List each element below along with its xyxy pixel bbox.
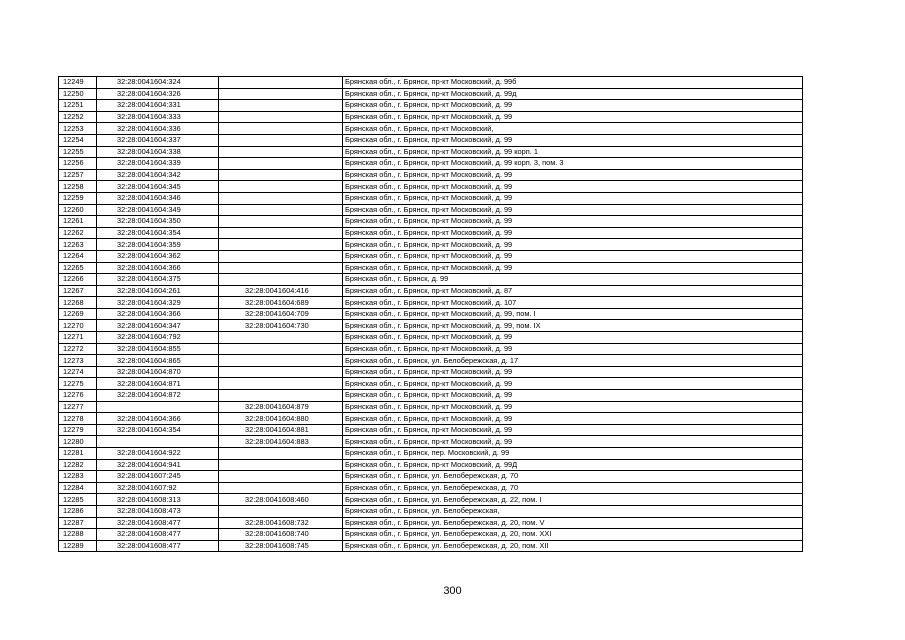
cadastral-number-cell: 32:28:0041604:366 — [97, 308, 219, 320]
address-cell: Брянская обл., г. Брянск, пр-кт Московский, д. 99 корп. 1 — [343, 146, 803, 158]
row-number-cell: 12264 — [59, 250, 97, 262]
related-cadastral-number-cell: 32:28:0041604:881 — [219, 424, 343, 436]
row-number-cell: 12255 — [59, 146, 97, 158]
address-cell: Брянская обл., г. Брянск, пр-кт Московский, д. 99 — [343, 134, 803, 146]
registry-table — [58, 76, 803, 552]
table-row — [59, 378, 803, 390]
table-row — [59, 77, 803, 89]
table-row — [59, 274, 803, 286]
table-row — [59, 88, 803, 100]
table-row — [59, 517, 803, 529]
address-cell: Брянская обл., г. Брянск, ул. Белобережская, д. 20, пом. V — [343, 517, 803, 529]
cadastral-number-cell: 32:28:0041604:261 — [97, 285, 219, 297]
cadastral-number-cell: 32:28:0041608:313 — [97, 494, 219, 506]
address-cell: Брянская обл., г. Брянск, пр-кт Московский, д. 99 корп. 3, пом. 3 — [343, 158, 803, 170]
row-number-cell: 12254 — [59, 134, 97, 146]
related-cadastral-number-cell — [219, 77, 343, 89]
table-row — [59, 239, 803, 251]
related-cadastral-number-cell — [219, 88, 343, 100]
cadastral-number-cell: 32:28:0041608:477 — [97, 517, 219, 529]
cadastral-number-cell: 32:28:0041604:331 — [97, 100, 219, 112]
cadastral-number-cell: 32:28:0041608:477 — [97, 540, 219, 552]
related-cadastral-number-cell — [219, 227, 343, 239]
row-number-cell: 12279 — [59, 424, 97, 436]
table-row — [59, 424, 803, 436]
address-cell: Брянская обл., г. Брянск, пр-кт Московский, д. 99 — [343, 169, 803, 181]
address-cell: Брянская обл., г. Брянск, пр-кт Московский, д. 99, пом. IX — [343, 320, 803, 332]
address-cell: Брянская обл., г. Брянск, ул. Белобережская, д. 17 — [343, 355, 803, 367]
address-cell: Брянская обл., г. Брянск, пр-кт Московский, д. 99 — [343, 192, 803, 204]
table-row — [59, 227, 803, 239]
row-number-cell: 12266 — [59, 274, 97, 286]
related-cadastral-number-cell — [219, 169, 343, 181]
address-cell: Брянская обл., г. Брянск, пр-кт Московский, д. 99 — [343, 250, 803, 262]
row-number-cell: 12251 — [59, 100, 97, 112]
address-cell: Брянская обл., г. Брянск, ул. Белобережская, д. 20, пом. XXI — [343, 529, 803, 541]
table-row — [59, 390, 803, 402]
cadastral-number-cell: 32:28:0041608:477 — [97, 529, 219, 541]
address-cell: Брянская обл., г. Брянск, пр-кт Московский, д. 99 — [343, 366, 803, 378]
address-cell: Брянская обл., г. Брянск, д. 99 — [343, 274, 803, 286]
related-cadastral-number-cell — [219, 181, 343, 193]
cadastral-number-cell: 32:28:0041604:350 — [97, 216, 219, 228]
address-cell: Брянская обл., г. Брянск, пр-кт Московский, д. 99 — [343, 332, 803, 344]
table-row — [59, 250, 803, 262]
table-row — [59, 192, 803, 204]
row-number-cell: 12275 — [59, 378, 97, 390]
address-cell: Брянская обл., г. Брянск, пр-кт Московский, д. 99 — [343, 413, 803, 425]
cadastral-number-cell: 32:28:0041604:354 — [97, 227, 219, 239]
address-cell: Брянская обл., г. Брянск, пр-кт Московский, д. 99Д — [343, 459, 803, 471]
cadastral-number-cell: 32:28:0041607:245 — [97, 471, 219, 483]
related-cadastral-number-cell — [219, 274, 343, 286]
related-cadastral-number-cell — [219, 146, 343, 158]
related-cadastral-number-cell — [219, 158, 343, 170]
row-number-cell: 12288 — [59, 529, 97, 541]
table-row — [59, 134, 803, 146]
related-cadastral-number-cell — [219, 250, 343, 262]
row-number-cell: 12271 — [59, 332, 97, 344]
address-cell: Брянская обл., г. Брянск, ул. Белобережская, — [343, 505, 803, 517]
row-number-cell: 12258 — [59, 181, 97, 193]
cadastral-number-cell: 32:28:0041604:342 — [97, 169, 219, 181]
address-cell: Брянская обл., г. Брянск, пр-кт Московский, д. 99 — [343, 424, 803, 436]
table-row — [59, 459, 803, 471]
table-row — [59, 413, 803, 425]
address-cell: Брянская обл., г. Брянск, ул. Белобережская, д. 70 — [343, 471, 803, 483]
related-cadastral-number-cell — [219, 448, 343, 460]
cadastral-number-cell: 32:28:0041604:941 — [97, 459, 219, 471]
cadastral-number-cell: 32:28:0041604:338 — [97, 146, 219, 158]
table-row — [59, 482, 803, 494]
cadastral-number-cell: 32:28:0041604:324 — [97, 77, 219, 89]
related-cadastral-number-cell — [219, 100, 343, 112]
related-cadastral-number-cell — [219, 332, 343, 344]
related-cadastral-number-cell: 32:28:0041604:883 — [219, 436, 343, 448]
related-cadastral-number-cell: 32:28:0041604:879 — [219, 401, 343, 413]
row-number-cell: 12285 — [59, 494, 97, 506]
related-cadastral-number-cell: 32:28:0041608:740 — [219, 529, 343, 541]
table-row — [59, 436, 803, 448]
address-cell: Брянская обл., г. Брянск, ул. Белобережская, д. 70 — [343, 482, 803, 494]
table-row — [59, 320, 803, 332]
related-cadastral-number-cell — [219, 378, 343, 390]
row-number-cell: 12265 — [59, 262, 97, 274]
related-cadastral-number-cell — [219, 216, 343, 228]
address-cell: Брянская обл., г. Брянск, пр-кт Московский, д. 99 — [343, 100, 803, 112]
address-cell: Брянская обл., г. Брянск, пр-кт Московский, д. 99 — [343, 390, 803, 402]
cadastral-number-cell — [97, 436, 219, 448]
cadastral-number-cell: 32:28:0041604:375 — [97, 274, 219, 286]
related-cadastral-number-cell — [219, 192, 343, 204]
row-number-cell: 12269 — [59, 308, 97, 320]
address-cell: Брянская обл., г. Брянск, пр-кт Московский, д. 107 — [343, 297, 803, 309]
table-row — [59, 100, 803, 112]
related-cadastral-number-cell — [219, 366, 343, 378]
cadastral-number-cell: 32:28:0041604:333 — [97, 111, 219, 123]
address-cell: Брянская обл., г. Брянск, пр-кт Московский, д. 87 — [343, 285, 803, 297]
address-cell: Брянская обл., г. Брянск, пр-кт Московский, д. 99 — [343, 378, 803, 390]
address-cell: Брянская обл., г. Брянск, пр-кт Московский, д. 99 — [343, 216, 803, 228]
cadastral-number-cell: 32:28:0041604:337 — [97, 134, 219, 146]
address-cell: Брянская обл., г. Брянск, ул. Белобережская, д. 20, пом. XII — [343, 540, 803, 552]
cadastral-number-cell: 32:28:0041604:345 — [97, 181, 219, 193]
table-row — [59, 505, 803, 517]
address-cell: Брянская обл., г. Брянск, пр-кт Московский, д. 99 — [343, 227, 803, 239]
table-row — [59, 111, 803, 123]
row-number-cell: 12286 — [59, 505, 97, 517]
row-number-cell: 12250 — [59, 88, 97, 100]
address-cell: Брянская обл., г. Брянск, пр-кт Московский, д. 99 — [343, 262, 803, 274]
table-row — [59, 146, 803, 158]
table-row — [59, 540, 803, 552]
related-cadastral-number-cell: 32:28:0041604:880 — [219, 413, 343, 425]
related-cadastral-number-cell — [219, 390, 343, 402]
table-row — [59, 216, 803, 228]
table-row — [59, 262, 803, 274]
row-number-cell: 12280 — [59, 436, 97, 448]
row-number-cell: 12253 — [59, 123, 97, 135]
address-cell: Брянская обл., г. Брянск, пр-кт Московский, д. 99 — [343, 436, 803, 448]
related-cadastral-number-cell: 32:28:0041608:745 — [219, 540, 343, 552]
row-number-cell: 12261 — [59, 216, 97, 228]
cadastral-number-cell: 32:28:0041604:359 — [97, 239, 219, 251]
table-row — [59, 204, 803, 216]
row-number-cell: 12256 — [59, 158, 97, 170]
related-cadastral-number-cell — [219, 482, 343, 494]
row-number-cell: 12268 — [59, 297, 97, 309]
address-cell: Брянская обл., г. Брянск, пр-кт Московский, д. 99б — [343, 77, 803, 89]
row-number-cell: 12273 — [59, 355, 97, 367]
row-number-cell: 12249 — [59, 77, 97, 89]
cadastral-number-cell: 32:28:0041604:855 — [97, 343, 219, 355]
address-cell: Брянская обл., г. Брянск, пр-кт Московский, д. 99 — [343, 181, 803, 193]
cadastral-number-cell: 32:28:0041604:870 — [97, 366, 219, 378]
row-number-cell: 12283 — [59, 471, 97, 483]
table-row — [59, 366, 803, 378]
related-cadastral-number-cell — [219, 343, 343, 355]
cadastral-number-cell: 32:28:0041604:346 — [97, 192, 219, 204]
cadastral-number-cell: 32:28:0041604:326 — [97, 88, 219, 100]
cadastral-number-cell: 32:28:0041608:473 — [97, 505, 219, 517]
table-row — [59, 448, 803, 460]
table-row — [59, 529, 803, 541]
table-row — [59, 297, 803, 309]
row-number-cell: 12281 — [59, 448, 97, 460]
cadastral-number-cell: 32:28:0041604:871 — [97, 378, 219, 390]
row-number-cell: 12289 — [59, 540, 97, 552]
cadastral-number-cell: 32:28:0041604:354 — [97, 424, 219, 436]
address-cell: Брянская обл., г. Брянск, пр-кт Московский, д. 99 — [343, 343, 803, 355]
row-number-cell: 12282 — [59, 459, 97, 471]
row-number-cell: 12274 — [59, 366, 97, 378]
related-cadastral-number-cell: 32:28:0041604:416 — [219, 285, 343, 297]
page-number: 300 — [443, 585, 462, 597]
cadastral-number-cell: 32:28:0041604:366 — [97, 262, 219, 274]
address-cell: Брянская обл., г. Брянск, пр-кт Московский, д. 99д — [343, 88, 803, 100]
table-row — [59, 355, 803, 367]
row-number-cell: 12267 — [59, 285, 97, 297]
related-cadastral-number-cell — [219, 123, 343, 135]
cadastral-number-cell: 32:28:0041607:92 — [97, 482, 219, 494]
table-row — [59, 332, 803, 344]
related-cadastral-number-cell — [219, 459, 343, 471]
related-cadastral-number-cell: 32:28:0041608:732 — [219, 517, 343, 529]
table-row — [59, 285, 803, 297]
table-row — [59, 494, 803, 506]
row-number-cell: 12270 — [59, 320, 97, 332]
cadastral-number-cell: 32:28:0041604:339 — [97, 158, 219, 170]
related-cadastral-number-cell — [219, 239, 343, 251]
related-cadastral-number-cell: 32:28:0041604:730 — [219, 320, 343, 332]
related-cadastral-number-cell — [219, 505, 343, 517]
address-cell: Брянская обл., г. Брянск, пер. Московский, д. 99 — [343, 448, 803, 460]
cadastral-number-cell: 32:28:0041604:792 — [97, 332, 219, 344]
row-number-cell: 12257 — [59, 169, 97, 181]
related-cadastral-number-cell: 32:28:0041608:460 — [219, 494, 343, 506]
related-cadastral-number-cell — [219, 355, 343, 367]
table-row — [59, 343, 803, 355]
row-number-cell: 12277 — [59, 401, 97, 413]
row-number-cell: 12259 — [59, 192, 97, 204]
related-cadastral-number-cell: 32:28:0041604:709 — [219, 308, 343, 320]
row-number-cell: 12252 — [59, 111, 97, 123]
related-cadastral-number-cell — [219, 262, 343, 274]
registry-table-body — [59, 77, 803, 552]
address-cell: Брянская обл., г. Брянск, пр-кт Московский, д. 99 — [343, 111, 803, 123]
row-number-cell: 12263 — [59, 239, 97, 251]
row-number-cell: 12272 — [59, 343, 97, 355]
table-row — [59, 158, 803, 170]
address-cell: Брянская обл., г. Брянск, пр-кт Московский, д. 99, пом. I — [343, 308, 803, 320]
address-cell: Брянская обл., г. Брянск, пр-кт Московский, — [343, 123, 803, 135]
table-row — [59, 123, 803, 135]
table-row — [59, 401, 803, 413]
related-cadastral-number-cell — [219, 134, 343, 146]
cadastral-number-cell — [97, 401, 219, 413]
row-number-cell: 12287 — [59, 517, 97, 529]
row-number-cell: 12284 — [59, 482, 97, 494]
cadastral-number-cell: 32:28:0041604:336 — [97, 123, 219, 135]
row-number-cell: 12262 — [59, 227, 97, 239]
address-cell: Брянская обл., г. Брянск, пр-кт Московский, д. 99 — [343, 239, 803, 251]
table-row — [59, 308, 803, 320]
row-number-cell: 12276 — [59, 390, 97, 402]
cadastral-number-cell: 32:28:0041604:872 — [97, 390, 219, 402]
cadastral-number-cell: 32:28:0041604:366 — [97, 413, 219, 425]
related-cadastral-number-cell — [219, 204, 343, 216]
address-cell: Брянская обл., г. Брянск, ул. Белобережская, д. 22, пом. I — [343, 494, 803, 506]
related-cadastral-number-cell — [219, 471, 343, 483]
address-cell: Брянская обл., г. Брянск, пр-кт Московский, д. 99 — [343, 401, 803, 413]
related-cadastral-number-cell — [219, 111, 343, 123]
cadastral-number-cell: 32:28:0041604:329 — [97, 297, 219, 309]
cadastral-number-cell: 32:28:0041604:865 — [97, 355, 219, 367]
cadastral-number-cell: 32:28:0041604:347 — [97, 320, 219, 332]
cadastral-number-cell: 32:28:0041604:362 — [97, 250, 219, 262]
row-number-cell: 12260 — [59, 204, 97, 216]
cadastral-number-cell: 32:28:0041604:922 — [97, 448, 219, 460]
cadastral-number-cell: 32:28:0041604:349 — [97, 204, 219, 216]
table-row — [59, 169, 803, 181]
table-row — [59, 181, 803, 193]
address-cell: Брянская обл., г. Брянск, пр-кт Московский, д. 99 — [343, 204, 803, 216]
table-row — [59, 471, 803, 483]
row-number-cell: 12278 — [59, 413, 97, 425]
related-cadastral-number-cell: 32:28:0041604:689 — [219, 297, 343, 309]
